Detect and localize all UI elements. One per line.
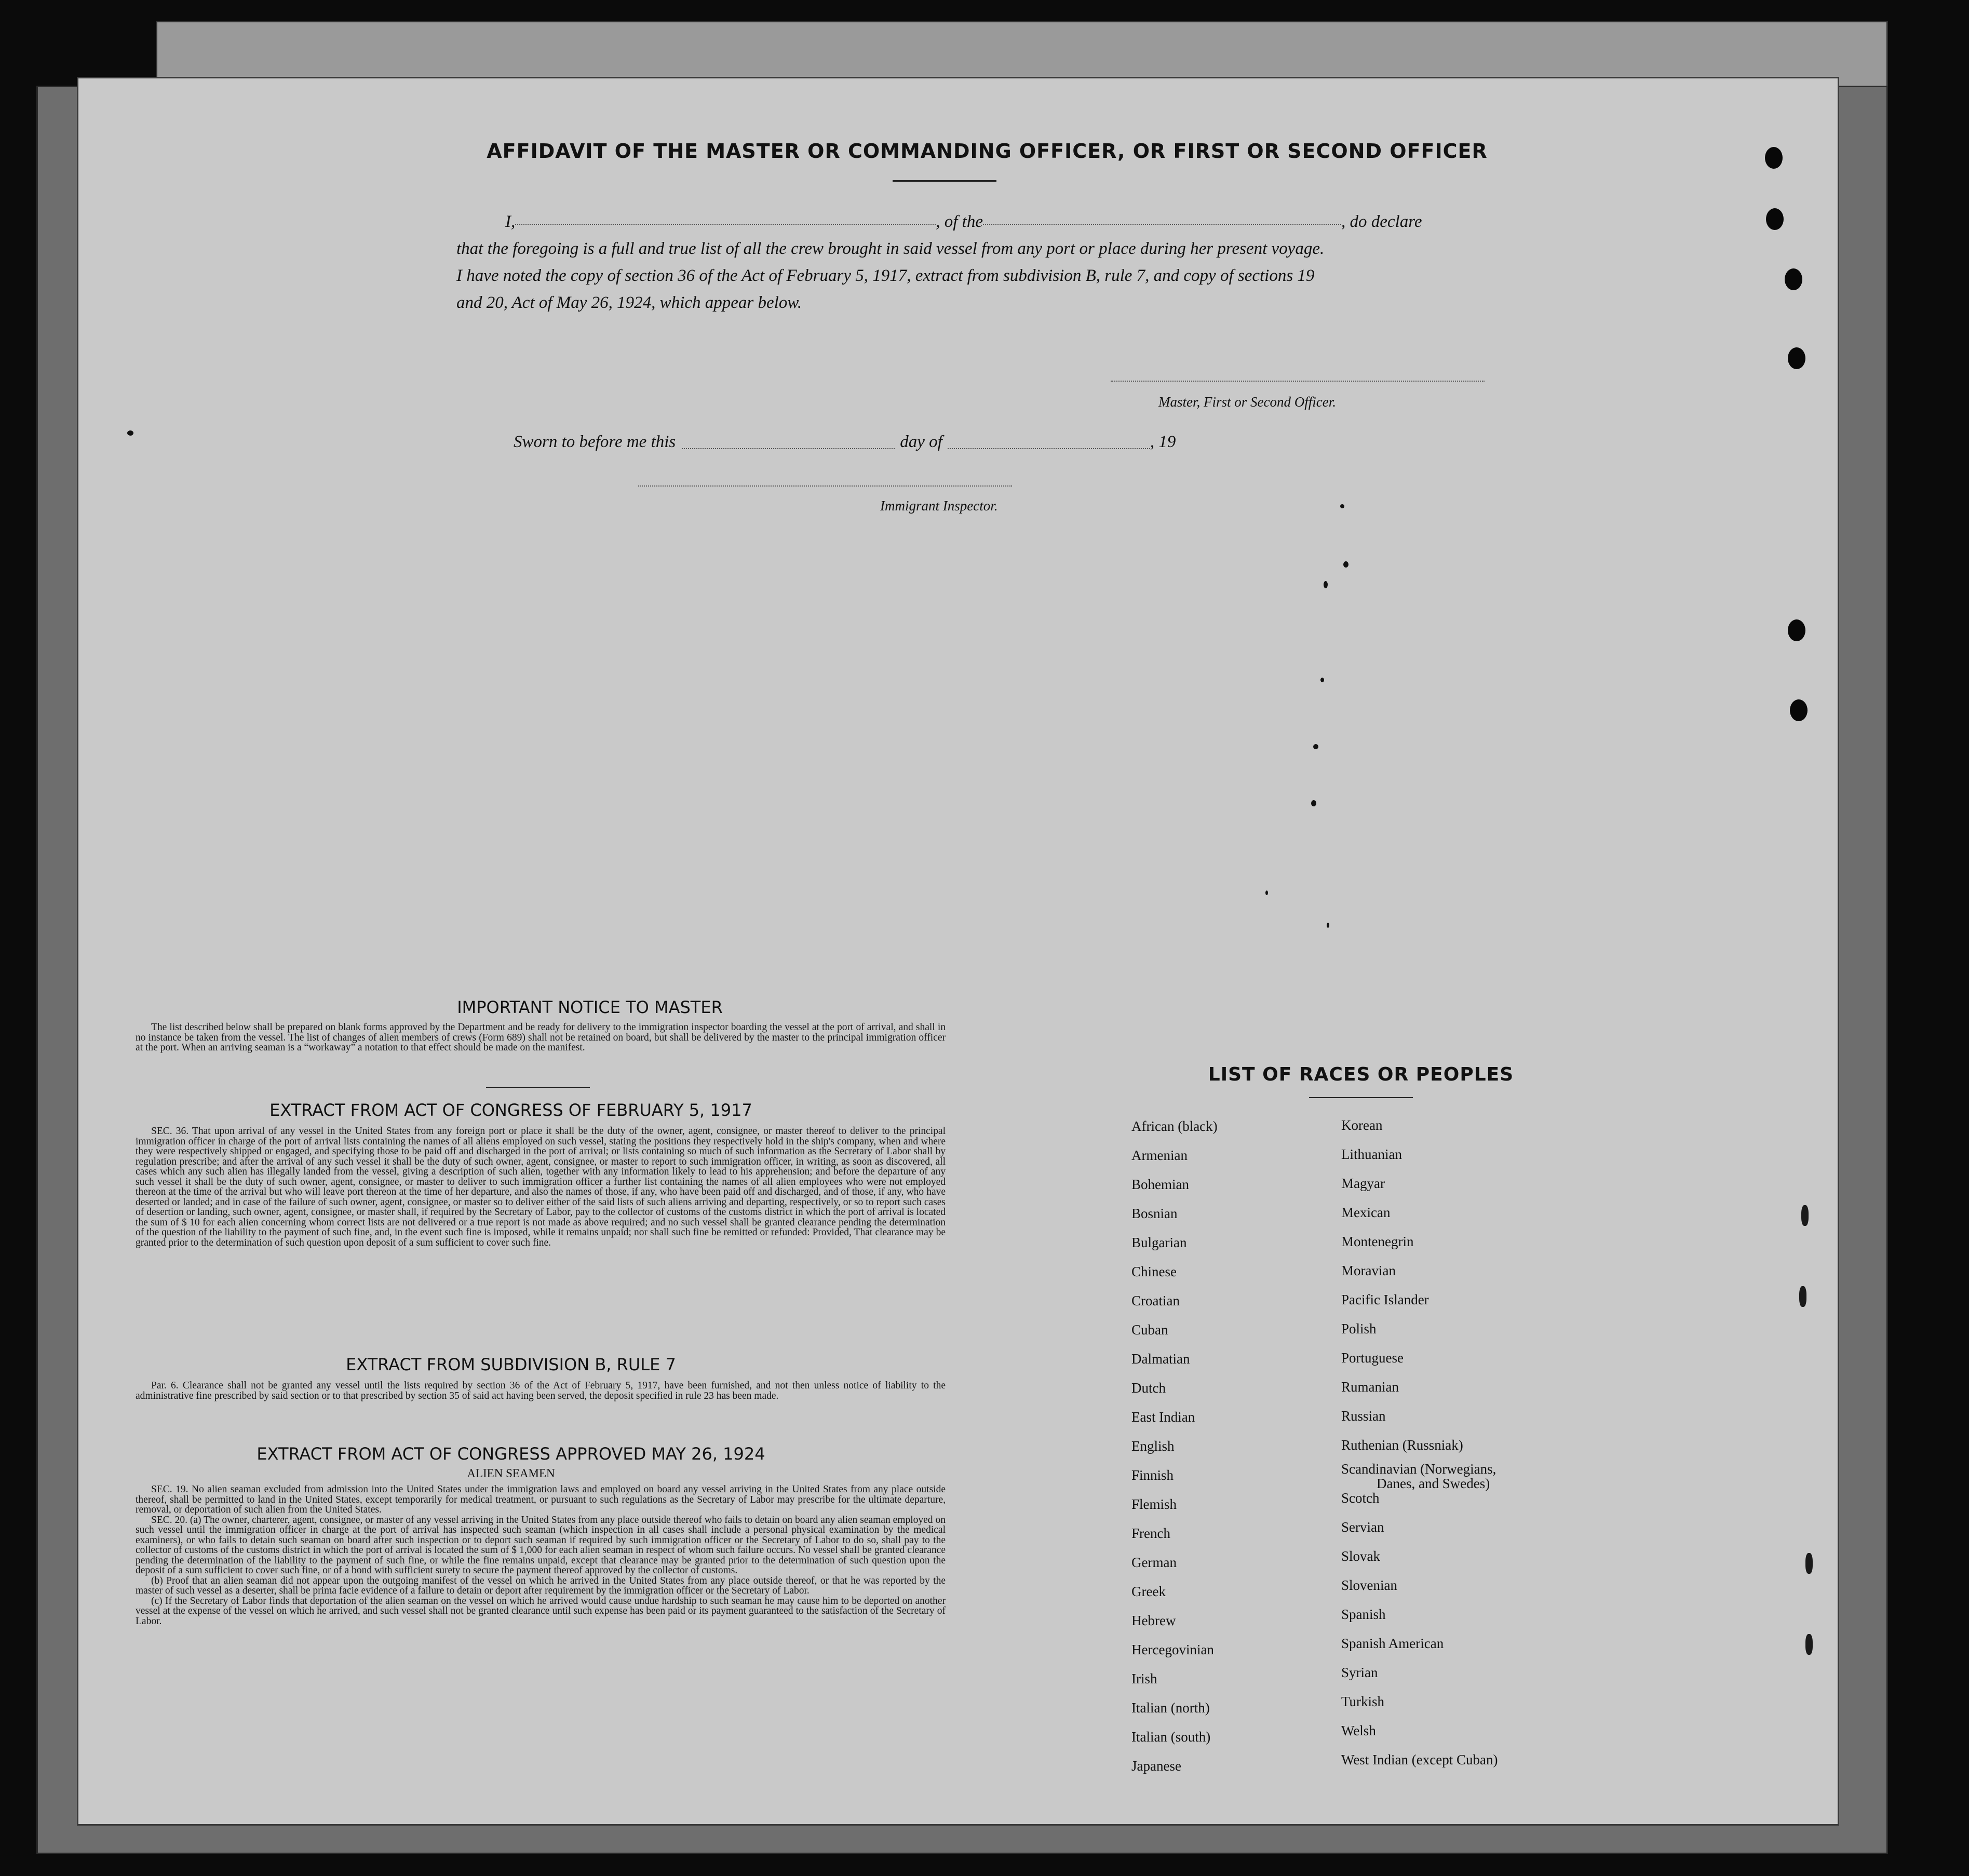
race-item: Syrian <box>1341 1665 1378 1680</box>
section-19-paragraph: SEC. 19. No alien seaman excluded from admission into the United States under the immigration laws and employed on board any vessel arriving in the United States from any place outside thereof, shall be permitted to land in the United States, except temporarily for medical treatment, or pursuant to such regulations as the Secretary of Labor may prescribe for the ultimate departure, removal, or deportation of such alien from the United States. <box>136 1484 946 1515</box>
name-blank <box>515 208 936 225</box>
notice-text <box>136 1022 946 1053</box>
sworn-line <box>514 433 1176 452</box>
edge-mark-icon <box>1799 1286 1806 1307</box>
affidavit-line-3: I have noted the copy of section 36 of the Act of February 5, 1917, extract from subdivision B, rule 7, and copy of sections 19 <box>456 266 1315 285</box>
race-item: Hercegovinian <box>1131 1642 1214 1657</box>
affidavit-i: I, <box>505 212 516 231</box>
race-item: Bohemian <box>1131 1177 1189 1192</box>
scan-speck <box>1324 581 1328 588</box>
section-20c-paragraph: (c) If the Secretary of Labor finds that deportation of the alien seaman on the vessel on which he arrived would cause undue hardship to such seaman he may cause him to be deported on another vessel at the expense of the vessel on which he arrived, and such vessel shall not be granted clearance until such expense has been paid or its payment guaranteed to the satisfaction of the Secretary of Labor. <box>136 1595 946 1627</box>
race-item: Korean <box>1341 1117 1383 1133</box>
affidavit-title: AFFIDAVIT OF THE MASTER OR COMMANDING OFFICER, OR FIRST OR SECOND OFFICER <box>487 140 1488 163</box>
punch-hole-icon <box>1788 347 1805 369</box>
master-signature-line <box>1111 376 1485 382</box>
race-item: Armenian <box>1131 1148 1188 1163</box>
scan-speck <box>1340 504 1344 508</box>
race-item: Italian (north) <box>1131 1700 1210 1716</box>
race-item: Welsh <box>1341 1723 1376 1738</box>
race-item: Chinese <box>1131 1264 1177 1279</box>
affidavit-body <box>456 208 1531 316</box>
race-item: Bosnian <box>1131 1206 1178 1221</box>
affidavit-line-4: and 20, Act of May 26, 1924, which appear below. <box>456 293 802 312</box>
race-item: Flemish <box>1131 1496 1177 1512</box>
extract-rule7-title: EXTRACT FROM SUBDIVISION B, RULE 7 <box>346 1355 676 1374</box>
race-item: Magyar <box>1341 1176 1385 1191</box>
race-item: West Indian (except Cuban) <box>1341 1752 1498 1767</box>
race-item: Spanish <box>1341 1607 1386 1622</box>
race-item: Dutch <box>1131 1380 1166 1396</box>
scan-speck <box>1320 678 1324 682</box>
race-item: Montenegrin <box>1341 1234 1414 1249</box>
race-item: Japanese <box>1131 1758 1181 1774</box>
notice-divider <box>486 1087 590 1088</box>
vessel-blank <box>983 208 1341 225</box>
master-signature-label: Master, First or Second Officer. <box>1158 394 1336 410</box>
race-item: African (black) <box>1131 1118 1218 1134</box>
races-right-column <box>1341 1111 1498 1774</box>
extract-1924-text <box>136 1484 946 1626</box>
extract-1917-text <box>136 1126 946 1248</box>
race-item: Russian <box>1341 1408 1386 1424</box>
race-item: Bulgarian <box>1131 1235 1187 1250</box>
race-item: Irish <box>1131 1671 1157 1686</box>
extract-1917-title: EXTRACT FROM ACT OF CONGRESS OF FEBRUARY 5, 1917 <box>269 1100 752 1120</box>
race-item: Slovak <box>1341 1548 1381 1564</box>
race-item: Hebrew <box>1131 1613 1176 1628</box>
race-item: Ruthenian (Russniak) <box>1341 1437 1463 1453</box>
section-20b-paragraph: (b) Proof that an alien seaman did not appear upon the outgoing manifest of the vessel on which he arrived in the United States from any place outside thereof, or that he was reported by the master of such vessel as a deserter, shall be prima facie evidence of a failure to detain or deport after requirement by the immigration officer or the Secretary of Labor. <box>136 1575 946 1596</box>
scan-speck <box>1327 923 1329 928</box>
punch-hole-icon <box>1788 619 1805 641</box>
scan-speck <box>1313 744 1318 749</box>
inspector-label: Immigrant Inspector. <box>880 498 998 514</box>
extract-1924-title: EXTRACT FROM ACT OF CONGRESS APPROVED MAY 26, 1924 <box>257 1444 765 1464</box>
scan-speck <box>1311 800 1316 806</box>
race-item: Spanish American <box>1341 1636 1444 1651</box>
title-divider <box>893 180 996 182</box>
race-item: Cuban <box>1131 1322 1168 1338</box>
notice-paragraph: The list described below shall be prepared on blank forms approved by the Department and be ready for delivery to the immigration inspector boarding the vessel at the port of arrival, and shall in no instance be taken from the vessel. The list of changes of alien members of crews (Form 689) shall not be retained on board, but shall be delivered by the master to the principal immigration officer at the port. When an arriving seaman is a “workaway” a notation to that effect should be made on the manifest. <box>136 1022 946 1053</box>
affidavit-line-2: that the foregoing is a full and true list of all the crew brought in said vessel from any port or place during her present voyage. <box>456 239 1325 258</box>
affidavit-of-the: , of the <box>936 212 983 231</box>
race-item-line: Scandinavian (Norwegians, <box>1341 1461 1496 1477</box>
race-item: English <box>1131 1438 1175 1454</box>
notice-title: IMPORTANT NOTICE TO MASTER <box>457 997 723 1017</box>
race-item: East Indian <box>1131 1409 1195 1425</box>
edge-mark-icon <box>1805 1634 1813 1655</box>
race-item: Dalmatian <box>1131 1351 1190 1367</box>
scan-speck <box>1265 890 1268 895</box>
race-item-continuation: Danes, and Swedes) <box>1377 1476 1490 1491</box>
races-title: LIST OF RACES OR PEOPLES <box>1208 1064 1514 1085</box>
race-item: Turkish <box>1341 1694 1385 1709</box>
sworn-text: Sworn to before me this <box>514 433 676 451</box>
sworn-day-blank <box>682 433 895 449</box>
alien-seamen-subtitle: ALIEN SEAMEN <box>467 1467 555 1480</box>
rule7-paragraph: Par. 6. Clearance shall not be granted any vessel until the lists required by section 36 of the Act of February 5, 1917, have been furnished, and not then unless notice of liability to the administrative fine prescribed by said section or to that prescribed by section 35 of said act having been served, the deposit specified in rule 23 has been made. <box>136 1380 946 1401</box>
punch-hole-icon <box>1790 699 1808 721</box>
race-item: Rumanian <box>1341 1379 1399 1395</box>
inspector-signature-line <box>638 481 1012 487</box>
race-item: Portuguese <box>1341 1350 1404 1366</box>
form-page <box>77 77 1839 1826</box>
edge-mark-icon <box>1801 1205 1809 1226</box>
race-item: Polish <box>1341 1321 1377 1337</box>
race-item: German <box>1131 1555 1177 1570</box>
edge-mark-icon <box>1805 1553 1813 1574</box>
races-divider <box>1309 1097 1413 1098</box>
day-of-text: day of <box>900 433 942 451</box>
race-item: Servian <box>1341 1519 1384 1535</box>
race-item: Scotch <box>1341 1490 1380 1506</box>
section-20a-paragraph: SEC. 20. (a) The owner, charterer, agent, consignee, or master of any vessel arriving in the United States from any place outside thereof who fails to detain on board any alien seaman employed on such vessel until the immigration officer in charge at the port of arrival has inspected such seaman (which inspection in all cases shall include a personal physical examination by the medical examiners), or who fails to detain such seaman on board after such inspection or to deport such seaman if required by such immigration officer or the Secretary of Labor to do so, shall pay to the collector of customs of the customs district in which the port of arrival is located the sum of $ 1,000 for each alien seaman in respect of whom such failure occurs. No vessel shall be granted clearance pending the determination of the liability to the payment of such fine, or while the fine remains unpaid, except that clearance may be granted prior to the determination of such question upon the deposit of a sum sufficient to cover such fine, or of a bond with sufficient surety to secure the payment thereof approved by the collector of customs. <box>136 1514 946 1576</box>
punch-hole-icon <box>1766 208 1784 230</box>
punch-hole-icon <box>1785 268 1802 290</box>
race-item: Italian (south) <box>1131 1729 1211 1745</box>
race-item: Lithuanian <box>1341 1146 1402 1162</box>
race-item: Croatian <box>1131 1293 1180 1308</box>
race-item: French <box>1131 1526 1170 1541</box>
year-prefix: , 19 <box>1150 433 1176 451</box>
section-36-paragraph: SEC. 36. That upon arrival of any vessel in the United States from any foreign port or place it shall be the duty of the owner, agent, consignee, or master thereof to deliver to the principal immigration officer in charge of the port of arrival lists containing the names of all aliens employed on such vessel, stating the positions they respectively hold in the ship's company, when and where they were respectively shipped or engaged, and specifying those to be paid off and discharged in the port of arrival; or lists containing so much of such information as the Secretary of Labor shall by regulation prescribe; and after the arrival of any such vessel it shall be the duty of such owner, agent, consignee, or master to report to such immigration officer, in writing, as soon as discovered, all cases which any such alien has illegally landed from the vessel, giving a description of such alien, together with any information likely to lead to his apprehension; and before the departure of any such vessel it shall be the duty of such owner, agent, consignee, or master to deliver to such immigration officer a further list containing the names of all alien employees who were not employed thereon at the time of the arrival but who will leave port thereon at the time of her departure, and also the names of those, if any, who have been paid off and discharged, and of those, if any, who have deserted or landed; and in case of the failure of such owner, agent, consignee, or master so to deliver either of the said lists of such aliens arriving and departing, respectively, or so to report such cases of desertion or landing, such owner, agent, consignee, or master shall, if required by the Secretary of Labor, pay to the collector of customs of the customs district in which the port of arrival is located the sum of $ 10 for each alien concerning whom correct lists are not delivered or a true report is not made as above required; and no such vessel shall be granted clearance pending the determination of the question of the liability to the payment of such fine, and, in the event such fine is imposed, while it remains unpaid; nor shall such fine be remitted or refunded: Provided, That clearance may be granted prior to the determination of such question upon deposit of a sum sufficient to cover such fine. <box>136 1126 946 1248</box>
race-item: Slovenian <box>1341 1577 1397 1593</box>
race-item: Mexican <box>1341 1205 1391 1220</box>
affidavit-do-declare: , do declare <box>1341 212 1422 231</box>
scan-speck <box>127 430 133 436</box>
sworn-month-blank <box>948 433 1150 449</box>
race-item: Moravian <box>1341 1263 1396 1278</box>
race-item: Finnish <box>1131 1467 1174 1483</box>
race-item: Pacific Islander <box>1341 1292 1429 1307</box>
scan-speck <box>1343 561 1348 568</box>
punch-hole-icon <box>1765 147 1783 169</box>
races-left-column <box>1131 1112 1218 1780</box>
extract-rule7-text <box>136 1381 946 1401</box>
race-item: Greek <box>1131 1584 1166 1599</box>
